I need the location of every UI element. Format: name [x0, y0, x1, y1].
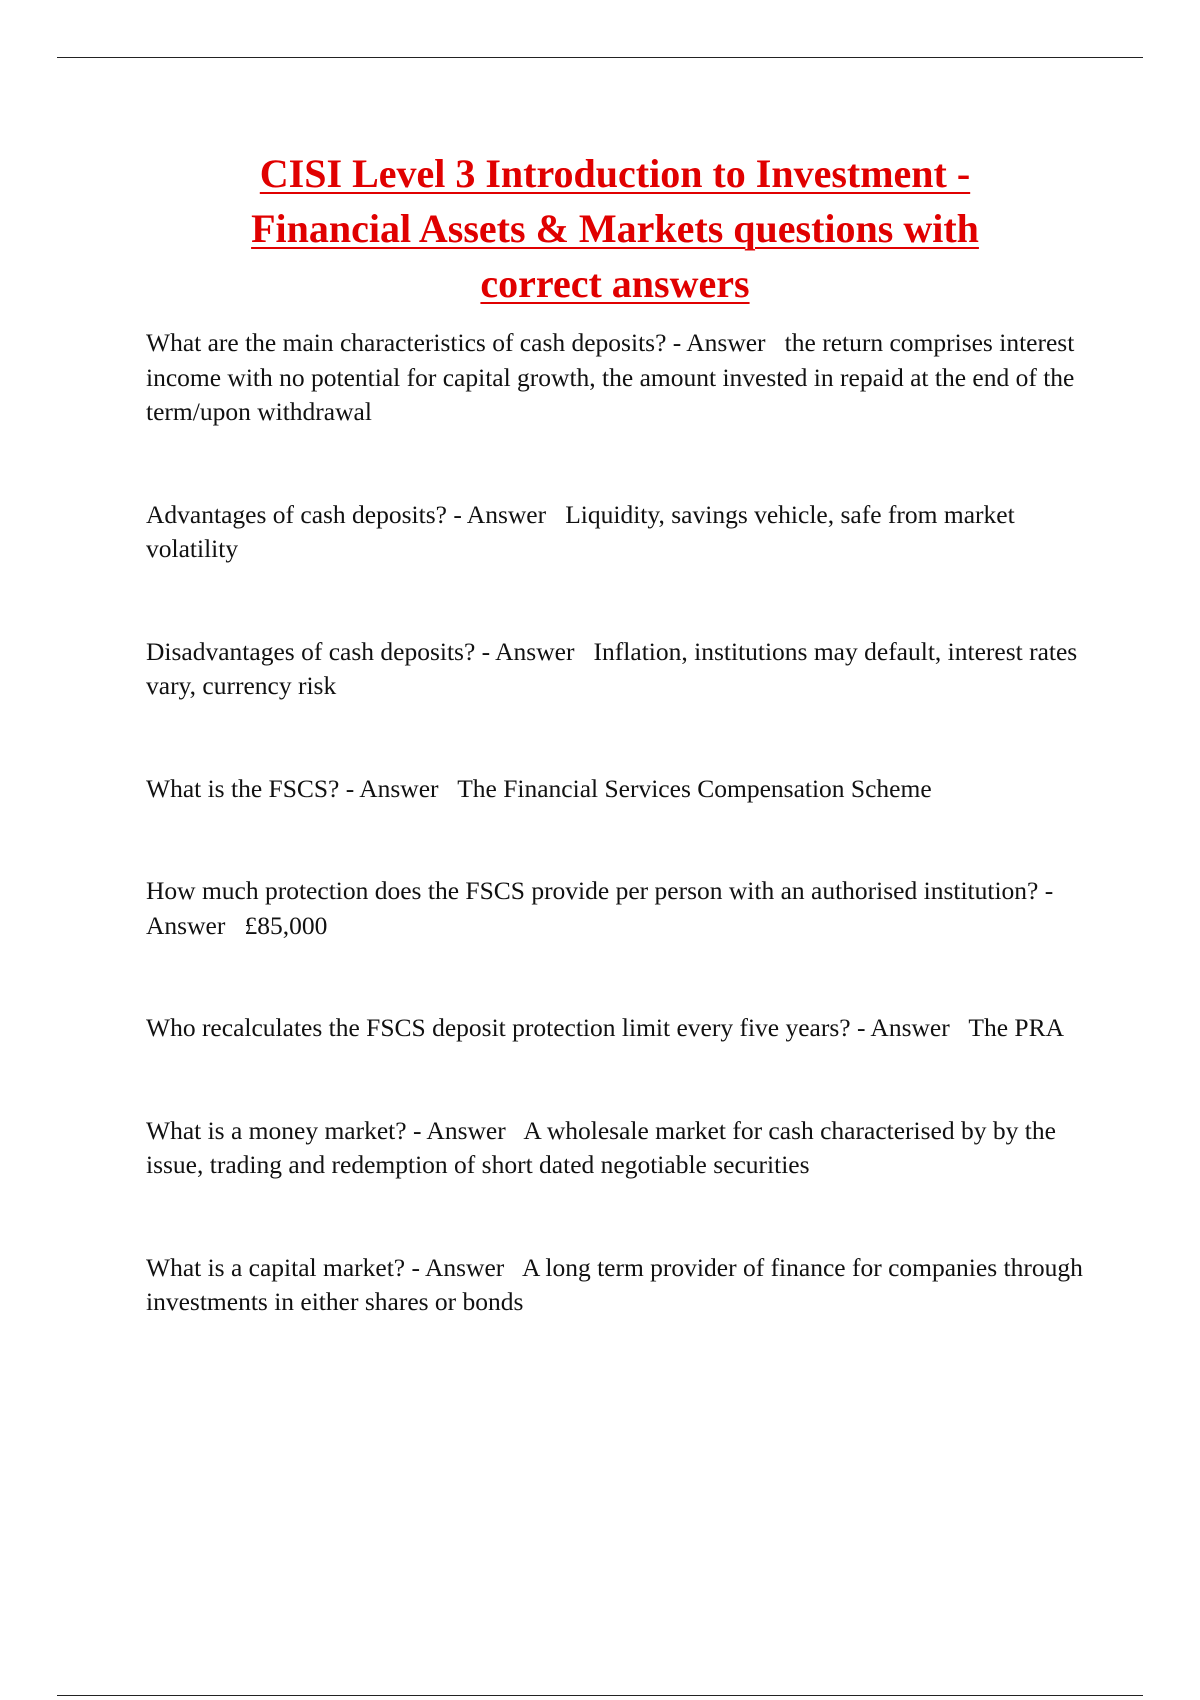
qa-item: Who recalculates the FSCS deposit protection limit every five years? - Answer The PRA: [146, 1013, 1065, 1042]
qa-item: What is a money market? - Answer A wholesale market for cash characterised by by the issue, trading and redemption of short dated negotiable securities: [146, 1115, 1063, 1179]
qa-item: How much protection does the FSCS provide per person with an authorised institution? - Answer £85,000: [146, 876, 1059, 940]
qa-list: [146, 326, 1106, 1388]
qa-item: What are the main characteristics of cash deposits? - Answer the return comprises interest income with no potential for capital growth, the amount invested in repaid at the end of the term/upon withdrawal: [146, 328, 1081, 426]
top-rule: [57, 57, 1143, 58]
bottom-rule: [57, 1695, 1143, 1696]
page-title: [120, 146, 1110, 311]
qa-item: What is the FSCS? - Answer The Financial Services Compensation Scheme: [146, 773, 932, 803]
title-line-1: CISI Level 3 Introduction to Investment -: [259, 151, 971, 196]
qa-item: Advantages of cash deposits? - Answer Liquidity, savings vehicle, safe from market volatility: [146, 499, 1022, 563]
qa-item: What is a capital market? - Answer A long term provider of finance for companies through investments in either shares or bonds: [146, 1252, 1090, 1316]
qa-item: Disadvantages of cash deposits? - Answer Inflation, institutions may default, interest rates vary, currency risk: [146, 636, 1084, 700]
title-line-3: correct answers: [480, 261, 750, 306]
title-line-2: Financial Assets & Markets questions with: [251, 206, 979, 251]
